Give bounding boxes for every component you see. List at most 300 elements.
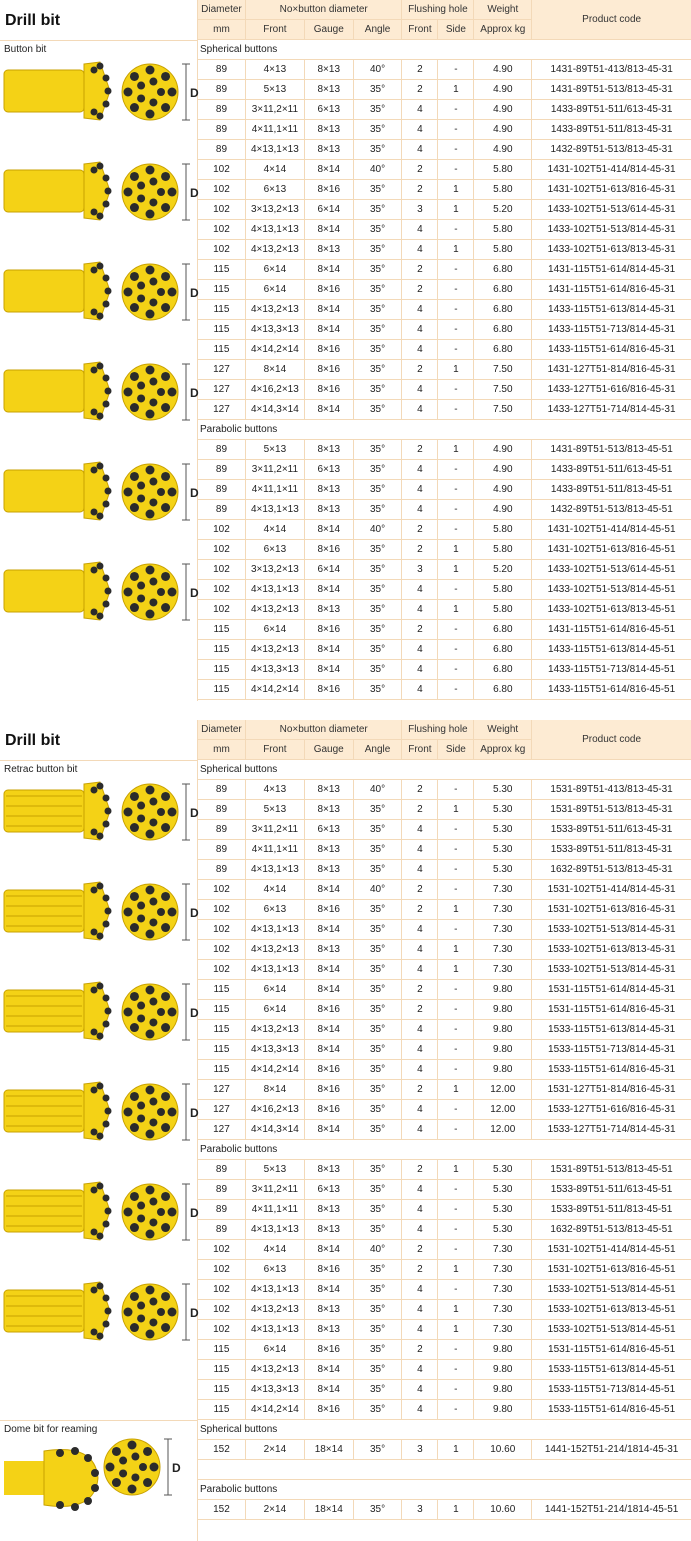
bit-face — [122, 1184, 178, 1240]
table-row — [198, 340, 691, 360]
table-cell: 2 — [402, 80, 438, 100]
table-row — [198, 1000, 691, 1020]
button-icon — [157, 488, 165, 496]
button-icon — [91, 1329, 98, 1336]
button-icon — [103, 475, 110, 482]
button-icon — [71, 1447, 79, 1455]
table-cell: 4.90 — [474, 440, 532, 460]
table-cell: 102 — [198, 560, 245, 580]
table-cell: 4×14 — [245, 160, 304, 180]
table-cell: - — [438, 1400, 474, 1420]
table-cell: 1533-102T51-513/814-45-51 — [532, 1320, 691, 1340]
table-cell: 1531-89T51-413/813-45-31 — [532, 780, 691, 800]
button-icon — [157, 1308, 165, 1316]
button-icon — [105, 1008, 112, 1015]
table-cell: 4 — [402, 600, 438, 620]
table-cell: 1 — [438, 960, 474, 980]
table-cell: - — [438, 220, 474, 240]
table-cell: 40° — [353, 60, 402, 80]
table-cell: 18×14 — [304, 1440, 353, 1460]
table-cell: 1433-89T51-511/813-45-51 — [532, 480, 691, 500]
button-bit-block — [0, 0, 691, 701]
table-cell: 2 — [402, 280, 438, 300]
dimension-label: D — [190, 1306, 199, 1320]
table-cell: 6×14 — [245, 980, 304, 1000]
button-icon — [161, 203, 170, 212]
button-icon — [103, 895, 110, 902]
bit-face — [122, 64, 178, 120]
table-cell: 8×13 — [304, 1320, 353, 1340]
table-cell: 9.80 — [474, 980, 532, 1000]
table-cell: 6×13 — [245, 1260, 304, 1280]
table-cell: 1431-89T51-513/813-45-51 — [532, 440, 691, 460]
table-cell: 8×13 — [304, 780, 353, 800]
button-icon — [146, 110, 155, 119]
button-icon — [157, 908, 165, 916]
table-cell: 4×13,1×13 — [245, 140, 304, 160]
table-cell: 35° — [353, 460, 402, 480]
table-cell: - — [438, 980, 474, 1000]
table-cell: 5.20 — [474, 200, 532, 220]
table-row — [198, 800, 691, 820]
table-cell: 4.90 — [474, 60, 532, 80]
button-icon — [157, 88, 165, 96]
table-cell: 1431-115T51-614/814-45-31 — [532, 260, 691, 280]
table-row — [198, 260, 691, 280]
table-cell: 5.30 — [474, 1160, 532, 1180]
table-cell: 1433-115T51-713/814-45-51 — [532, 660, 691, 680]
table-row — [198, 640, 691, 660]
button-icon — [91, 567, 98, 574]
table-row — [198, 80, 691, 100]
button-icon — [97, 1233, 104, 1240]
dimension-label: D — [190, 186, 199, 200]
table-cell: 4 — [402, 1200, 438, 1220]
button-icon — [103, 995, 110, 1002]
button-icon — [124, 488, 133, 497]
button-icon — [130, 103, 139, 112]
table-cell: 2 — [402, 980, 438, 1000]
button-icon — [91, 887, 98, 894]
table-row — [198, 300, 691, 320]
table-cell: 1433-115T51-613/814-45-51 — [532, 640, 691, 660]
button-icon — [157, 288, 165, 296]
bit-drawing — [4, 562, 199, 620]
table-cell: 4 — [402, 1060, 438, 1080]
table-cell: 35° — [353, 1180, 402, 1200]
bit-type-label: Button bit — [4, 44, 47, 55]
table-cell: 9.80 — [474, 1380, 532, 1400]
button-icon — [149, 78, 157, 86]
table-row — [198, 240, 691, 260]
table-cell: 4 — [402, 660, 438, 680]
table-cell: 6×13 — [304, 460, 353, 480]
table-cell: 1431-115T51-614/816-45-51 — [532, 620, 691, 640]
table-cell: 1433-102T51-613/813-45-31 — [532, 240, 691, 260]
table-cell: 4 — [402, 1300, 438, 1320]
table-cell: 9.80 — [474, 1340, 532, 1360]
table-cell: 35° — [353, 1000, 402, 1020]
table-cell: 7.30 — [474, 1280, 532, 1300]
table-cell: 5.30 — [474, 1200, 532, 1220]
table-row — [198, 900, 691, 920]
table-cell: 4 — [402, 340, 438, 360]
button-icon — [161, 1092, 170, 1101]
table-cell: 1533-89T51-511/613-45-31 — [532, 820, 691, 840]
button-icon — [103, 1195, 110, 1202]
table-cell: 89 — [198, 100, 245, 120]
table-cell: 8×13 — [304, 940, 353, 960]
button-icon — [130, 892, 139, 901]
button-icon — [137, 814, 145, 822]
table-cell: 7.30 — [474, 940, 532, 960]
button-icon — [91, 1484, 99, 1492]
table-cell: 35° — [353, 1360, 402, 1380]
table-cell: 4.90 — [474, 140, 532, 160]
table-cell: - — [438, 820, 474, 840]
table-cell: 6×14 — [304, 560, 353, 580]
button-icon — [137, 94, 145, 102]
table-cell: 1 — [438, 1260, 474, 1280]
table-cell: 115 — [198, 680, 245, 700]
dimension-label: D — [190, 1206, 199, 1220]
button-icon — [149, 1018, 157, 1026]
button-icon — [146, 1330, 155, 1339]
table-cell: 4×11,1×11 — [245, 840, 304, 860]
button-icon — [168, 908, 177, 917]
retrac-bit-table: Diameter No×button diameter Flushing hole Weight Product code mm Front Gauge Angle Front Side Approx kg Spherical buttons 89 4×13 8×13 40° 2 - 5.30 1531-89T51-413/813-45-31 89 5×13 8×13 35° 2 1 5.30 1531-89T51-513/813-45-31 89 3×11,2×11 6×13 35° 4 - 5.30 1533-89T51-511/613-45-31 89 4×11,1×11 8×13 35° 4 - 5.30 1533-89T51-511/813-45-31 89 4×13,1×13 8×13 35° 4 - 5.30 1632-89T51-513/813-45-31 102 4×14 8×14 40° 2 - 7.30 1531-102T51-414/814-45-31 102 6×13 8×16 35° 2 1 7.30 1531-102T51-613/816-45-31 102 4×13,1×13 8×14 35° 4 - 7.30 1533-102T51-513/814-45-31 102 4×13,2×13 8×13 35° 4 1 7.30 1533-102T51-613/813-45-31 102 4×13,1×13 8×14 35° 4 1 7.30 1533-102T51-513/814-45-31 115 6×14 8×14 35° 2 - 9.80 1531-115T51-614/814-45-31 115 6×14 8×16 35° 2 - 9.80 1531-115T51-614/816-45-31 115 4×13,2×13 8×14 35° 4 - 9.80 1533-115T51-613/814-45-31 115 4×13,3×13 8×14 35° 4 - 9.80 1533-115T51-713/814-45-31 115 4×14,2×14 8×16 35° 4 - 9.80 1533-115T51-614/816-45-31 127 8×14 8×16 35° 2 1 12.00 1531-127T51-814/816-45-31 127 4×16,2×13 8×16 35° 4 - 12.00 1533-127T51-616/816-45-31 127 4×14,3×14 8×14 35° 4 - 12.00 1533-127T51-714/814-45-31 Parabolic buttons 89 5×13 8×13 35° 2 1 5.30 1531-89T51-513/813-45-51 89 3×11,2×11 6×13 35° 4 - 5.30 1533-89T51-511/613-45-51 89 4×11,1×11 8×13 35° 4 - 5.30 1533-89T51-511/813-45-51 89 4×13,1×13 8×13 35° 4 - 5.30 1632-89T51-513/813-45-51 102 4×14 8×14 40° 2 - 7.30 1531-102T51-414/814-45-51 102 6×13 8×16 35° 2 1 7.30 1531-102T51-613/816-45-51 102 4×13,1×13 8×14 35° 4 - 7.30 1533-102T51-513/814-45-51 102 4×13,2×13 8×13 35° 4 1 7.30 1533-102T51-613/813-45-51 102 4×13,1×13 8×13 35° 4 1 7.30 1533-102T51-513/814-45-51 115 6×14 8×16 35° 2 - 9.80 1531-115T51-614/816-45-51 115 4×13,2×13 8×14 35° 4 - 9.80 1533-115T51-613/814-45-51 115 4×13,3×13 8×14 35° 4 - 9.80 1533-115T51-713/814-45-51 115 4×14,2×14 8×16 35° 4 - 9.80 1533-115T51-614/816-45-51 Spherical buttons 152 2×14 18×14 35° 3 1 10.60 1441-152T51-214/1814-45-31 Parabolic buttons 152 2×14 18×14 35° 3 1 10.60 1441-152T51-214/1814-45-51 — [198, 720, 691, 1520]
button-icon — [161, 1323, 170, 1332]
table-cell: 1432-89T51-513/813-45-51 — [532, 500, 691, 520]
button-icon — [137, 1214, 145, 1222]
dimension-label: D — [190, 86, 199, 100]
table-cell: 6×13 — [245, 540, 304, 560]
button-icon — [146, 610, 155, 619]
table-cell: 40° — [353, 520, 402, 540]
table-row — [198, 280, 691, 300]
button-icon — [97, 883, 104, 890]
table-cell: 35° — [353, 400, 402, 420]
table-cell: 4×11,1×11 — [245, 480, 304, 500]
table-row — [198, 780, 691, 800]
block-title: Drill bit — [5, 12, 61, 29]
table-cell: 1531-115T51-614/816-45-51 — [532, 1340, 691, 1360]
table-cell: 115 — [198, 1400, 245, 1420]
bit-face — [122, 464, 178, 520]
table-cell: 4×14,3×14 — [245, 400, 304, 420]
button-icon — [161, 1023, 170, 1032]
table-cell: 35° — [353, 220, 402, 240]
table-row — [198, 320, 691, 340]
button-icon — [130, 572, 139, 581]
table-cell: 8×13 — [304, 600, 353, 620]
table-cell: 35° — [353, 1320, 402, 1340]
bit-face — [122, 884, 178, 940]
table-row — [198, 140, 691, 160]
bit-face — [122, 364, 178, 420]
table-cell: 4×11,1×11 — [245, 120, 304, 140]
table-cell: 102 — [198, 580, 245, 600]
table-cell: 6×14 — [245, 260, 304, 280]
button-icon — [146, 930, 155, 939]
button-icon — [149, 1218, 157, 1226]
table-cell: 89 — [198, 800, 245, 820]
table-cell: 127 — [198, 1120, 245, 1140]
button-icon — [130, 203, 139, 212]
table-cell: - — [438, 500, 474, 520]
table-cell: 1533-89T51-511/813-45-31 — [532, 840, 691, 860]
button-icon — [91, 267, 98, 274]
table-cell: - — [438, 1200, 474, 1220]
table-cell: 115 — [198, 340, 245, 360]
dome-bit-label: Dome bit for reaming — [4, 1424, 98, 1435]
table-cell: 6×13 — [304, 100, 353, 120]
table-row — [198, 560, 691, 580]
table-cell: 4×13,1×13 — [245, 1320, 304, 1340]
button-icon — [91, 367, 98, 374]
table-cell: 5×13 — [245, 1160, 304, 1180]
table-cell: 35° — [353, 680, 402, 700]
table-cell: 2 — [402, 520, 438, 540]
table-cell: 4×13,1×13 — [245, 580, 304, 600]
table-cell: - — [438, 300, 474, 320]
button-icon — [97, 263, 104, 270]
button-icon — [97, 313, 104, 320]
button-icon — [103, 1021, 110, 1028]
table-cell: 8×13 — [304, 480, 353, 500]
table-cell: 3×11,2×11 — [245, 460, 304, 480]
table-cell: 3×13,2×13 — [245, 560, 304, 580]
button-icon — [97, 63, 104, 70]
dimension-label: D — [190, 806, 199, 820]
button-icon — [168, 488, 177, 497]
table-cell: 102 — [198, 240, 245, 260]
table-cell: 2 — [402, 60, 438, 80]
button-icon — [137, 1314, 145, 1322]
table-cell: 115 — [198, 1380, 245, 1400]
table-cell: 115 — [198, 1340, 245, 1360]
table-cell: 1433-102T51-513/614-45-51 — [532, 560, 691, 580]
button-icon — [124, 1108, 133, 1117]
table-cell: 2 — [402, 260, 438, 280]
table-cell: 1632-89T51-513/813-45-31 — [532, 860, 691, 880]
table-cell: 8×13 — [304, 60, 353, 80]
table-cell: 1 — [438, 180, 474, 200]
table-cell: - — [438, 160, 474, 180]
table-cell: 7.30 — [474, 1300, 532, 1320]
button-icon — [137, 294, 145, 302]
button-icon — [97, 413, 104, 420]
bit-drawing — [4, 462, 199, 520]
retrac-bit-block — [0, 720, 691, 1541]
table-cell: 1 — [438, 1080, 474, 1100]
table-cell: 89 — [198, 1160, 245, 1180]
table-cell: 2 — [402, 900, 438, 920]
table-cell: 10.60 — [474, 1440, 532, 1460]
table-cell: 8×14 — [304, 1240, 353, 1260]
table-cell: 6.80 — [474, 320, 532, 340]
table-cell: 7.30 — [474, 920, 532, 940]
table-cell: 102 — [198, 1300, 245, 1320]
button-icon — [146, 210, 155, 219]
table-cell: 115 — [198, 1060, 245, 1080]
button-icon — [97, 213, 104, 220]
table-cell: 8×14 — [304, 660, 353, 680]
table-cell: 4 — [402, 840, 438, 860]
table-cell: 102 — [198, 200, 245, 220]
button-icon — [161, 303, 170, 312]
button-icon — [137, 582, 145, 590]
table-cell: 4.90 — [474, 480, 532, 500]
table-cell: 9.80 — [474, 1360, 532, 1380]
button-icon — [105, 388, 112, 395]
button-icon — [161, 572, 170, 581]
table-cell: 35° — [353, 540, 402, 560]
table-cell: 35° — [353, 440, 402, 460]
table-cell: 4×14,2×14 — [245, 340, 304, 360]
table-cell: 5×13 — [245, 80, 304, 100]
button-icon — [91, 1087, 98, 1094]
button-icon — [161, 272, 170, 281]
col-diameter: Diameter — [198, 0, 245, 20]
table-cell: 35° — [353, 600, 402, 620]
table-cell: 102 — [198, 540, 245, 560]
table-cell: 89 — [198, 60, 245, 80]
table-cell: 9.80 — [474, 1040, 532, 1060]
button-icon — [146, 166, 155, 175]
button-icon — [146, 410, 155, 419]
button-icon — [161, 792, 170, 801]
table-cell: 102 — [198, 960, 245, 980]
table-cell: 1 — [438, 200, 474, 220]
table-cell: 35° — [353, 1440, 402, 1460]
button-icon — [137, 82, 145, 90]
table-cell: 2 — [402, 540, 438, 560]
table-cell: 8×14 — [304, 980, 353, 1000]
button-icon — [146, 310, 155, 319]
table-cell: 1433-102T51-513/814-45-51 — [532, 580, 691, 600]
button-icon — [91, 467, 98, 474]
section-heading: Spherical buttons — [198, 1420, 691, 1440]
button-icon — [137, 802, 145, 810]
button-icon — [161, 172, 170, 181]
table-cell: 102 — [198, 1260, 245, 1280]
button-icon — [149, 1318, 157, 1326]
table-row — [198, 620, 691, 640]
table-cell: 4 — [402, 1280, 438, 1300]
table-row — [198, 460, 691, 480]
table-cell: - — [438, 1000, 474, 1020]
bit-drawing — [4, 1082, 199, 1140]
table-cell: 35° — [353, 620, 402, 640]
button-icon — [124, 1208, 133, 1217]
section-heading: Spherical buttons — [198, 760, 691, 780]
table-cell: 2 — [402, 800, 438, 820]
table-row — [198, 1340, 691, 1360]
dimension-label: D — [190, 386, 199, 400]
table-cell: - — [438, 680, 474, 700]
table-cell: 8×13 — [304, 1160, 353, 1180]
table-row — [198, 100, 691, 120]
table-cell: 6×14 — [245, 1340, 304, 1360]
table-cell: 4×13,2×13 — [245, 1020, 304, 1040]
button-icon — [157, 388, 165, 396]
button-icon — [157, 188, 165, 196]
button-icon — [105, 488, 112, 495]
table-cell: 1433-115T51-713/814-45-31 — [532, 320, 691, 340]
table-cell: 4.90 — [474, 500, 532, 520]
button-icon — [146, 1030, 155, 1039]
table-cell: 4 — [402, 920, 438, 940]
dimension-label: D — [190, 1106, 199, 1120]
table-cell: 1 — [438, 1440, 474, 1460]
button-icon — [157, 1108, 165, 1116]
table-cell: 1533-102T51-513/814-45-31 — [532, 960, 691, 980]
button-icon — [137, 1302, 145, 1310]
table-cell: - — [438, 140, 474, 160]
bit-drawing — [4, 62, 199, 120]
button-icon — [149, 278, 157, 286]
button-icon — [146, 66, 155, 75]
table-cell: 1433-127T51-616/816-45-31 — [532, 380, 691, 400]
table-cell: 1 — [438, 1500, 474, 1520]
button-icon — [131, 1473, 139, 1481]
button-icon — [97, 1183, 104, 1190]
table-cell: 35° — [353, 920, 402, 940]
table-cell: - — [438, 480, 474, 500]
table-cell: 4×13,3×13 — [245, 320, 304, 340]
button-icon — [91, 67, 98, 74]
button-icon — [97, 1083, 104, 1090]
table-row — [198, 860, 691, 880]
table-cell: 4 — [402, 1400, 438, 1420]
button-icon — [103, 101, 110, 108]
button-icon — [149, 498, 157, 506]
table-cell: 35° — [353, 100, 402, 120]
table-cell: 2 — [402, 440, 438, 460]
table-cell: 115 — [198, 280, 245, 300]
table-cell: 4 — [402, 680, 438, 700]
table-cell: 4×13,1×13 — [245, 500, 304, 520]
table-cell: 9.80 — [474, 1400, 532, 1420]
button-icon — [168, 588, 177, 597]
table-cell: 4 — [402, 100, 438, 120]
table-cell: 35° — [353, 1040, 402, 1060]
table-cell: 4 — [402, 860, 438, 880]
button-icon — [91, 309, 98, 316]
table-row — [198, 440, 691, 460]
table-cell: 4×13,1×13 — [245, 960, 304, 980]
dimension-label: D — [190, 586, 199, 600]
table-cell: - — [438, 1240, 474, 1260]
table-cell: 4×13,3×13 — [245, 660, 304, 680]
button-icon — [149, 98, 157, 106]
table-cell: 6×13 — [245, 900, 304, 920]
button-icon — [130, 603, 139, 612]
col-weight: Weight — [474, 0, 532, 20]
table-cell: 1 — [438, 1160, 474, 1180]
table-cell: - — [438, 660, 474, 680]
table-cell: 6×13 — [304, 820, 353, 840]
table-cell: 4×13 — [245, 60, 304, 80]
button-bit-table: Diameter No×button diameter Flushing hole Weight Product code mm Front Gauge Angle Front Side Approx kg Spherical buttons 89 4×13 8×13 40° 2 - 4.90 1431-89T51-413/813-45-31 89 5×13 8×13 35° 2 1 4.90 1431-89T51-513/813-45-31 89 3×11,2×11 6×13 35° 4 - 4.90 1433-89T51-511/613-45-31 89 4×11,1×11 8×13 35° 4 - 4.90 1433-89T51-511/813-45-31 89 4×13,1×13 8×13 35° 4 - 4.90 1432-89T51-513/813-45-31 102 4×14 8×14 40° 2 - 5.80 1431-102T51-414/814-45-31 102 6×13 8×16 35° 2 1 5.80 1431-102T51-613/816-45-31 102 3×13,2×13 6×14 35° 3 1 5.20 1433-102T51-513/614-45-31 102 4×13,1×13 8×14 35° 4 - 5.80 1433-102T51-513/814-45-31 102 4×13,2×13 8×13 35° 4 1 5.80 1433-102T51-613/813-45-31 115 6×14 8×14 35° 2 - 6.80 1431-115T51-614/814-45-31 115 6×14 8×16 35° 2 - 6.80 1431-115T51-614/816-45-31 115 4×13,2×13 8×14 35° 4 - 6.80 1433-115T51-613/814-45-31 115 4×13,3×13 8×14 35° 4 - 6.80 1433-115T51-713/814-45-31 115 4×14,2×14 8×16 35° 4 - 6.80 1433-115T51-614/816-45-31 127 8×14 8×16 35° 2 1 7.50 1431-127T51-814/816-45-31 127 4×16,2×13 8×16 35° 4 - 7.50 1433-127T51-616/816-45-31 127 4×14,3×14 8×14 35° 4 - 7.50 1433-127T51-714/814-45-31 Parabolic buttons 89 5×13 8×13 35° 2 1 4.90 1431-89T51-513/813-45-51 89 3×11,2×11 6×13 35° 4 - 4.90 1433-89T51-511/613-45-51 89 4×11,1×11 8×13 35° 4 - 4.90 1433-89T51-511/813-45-51 89 4×13,1×13 8×13 35° 4 - 4.90 1432-89T51-513/813-45-51 102 4×14 8×14 40° 2 - 5.80 1431-102T51-414/814-45-51 102 6×13 8×16 35° 2 1 5.80 1431-102T51-613/816-45-51 102 3×13,2×13 6×14 35° 3 1 5.20 1433-102T51-513/614-45-51 102 4×13,1×13 8×14 35° 4 - 5.80 1433-102T51-513/814-45-51 102 4×13,2×13 8×13 35° 4 1 5.80 1433-102T51-613/813-45-51 115 6×14 8×16 35° 2 - 6.80 1431-115T51-614/816-45-51 115 4×13,2×13 8×14 35° 4 - 6.80 1433-115T51-613/814-45-51 115 4×13,3×13 8×14 35° 4 - 6.80 1433-115T51-713/814-45-51 115 4×14,2×14 8×16 35° 4 - 6.80 1433-115T51-614/816-45-51 — [198, 0, 691, 700]
table-cell: 35° — [353, 320, 402, 340]
bit-face — [122, 564, 178, 620]
button-icon — [124, 588, 133, 597]
button-icon — [130, 72, 139, 81]
table-row — [198, 1080, 691, 1100]
table-cell: 4×13,1×13 — [245, 860, 304, 880]
